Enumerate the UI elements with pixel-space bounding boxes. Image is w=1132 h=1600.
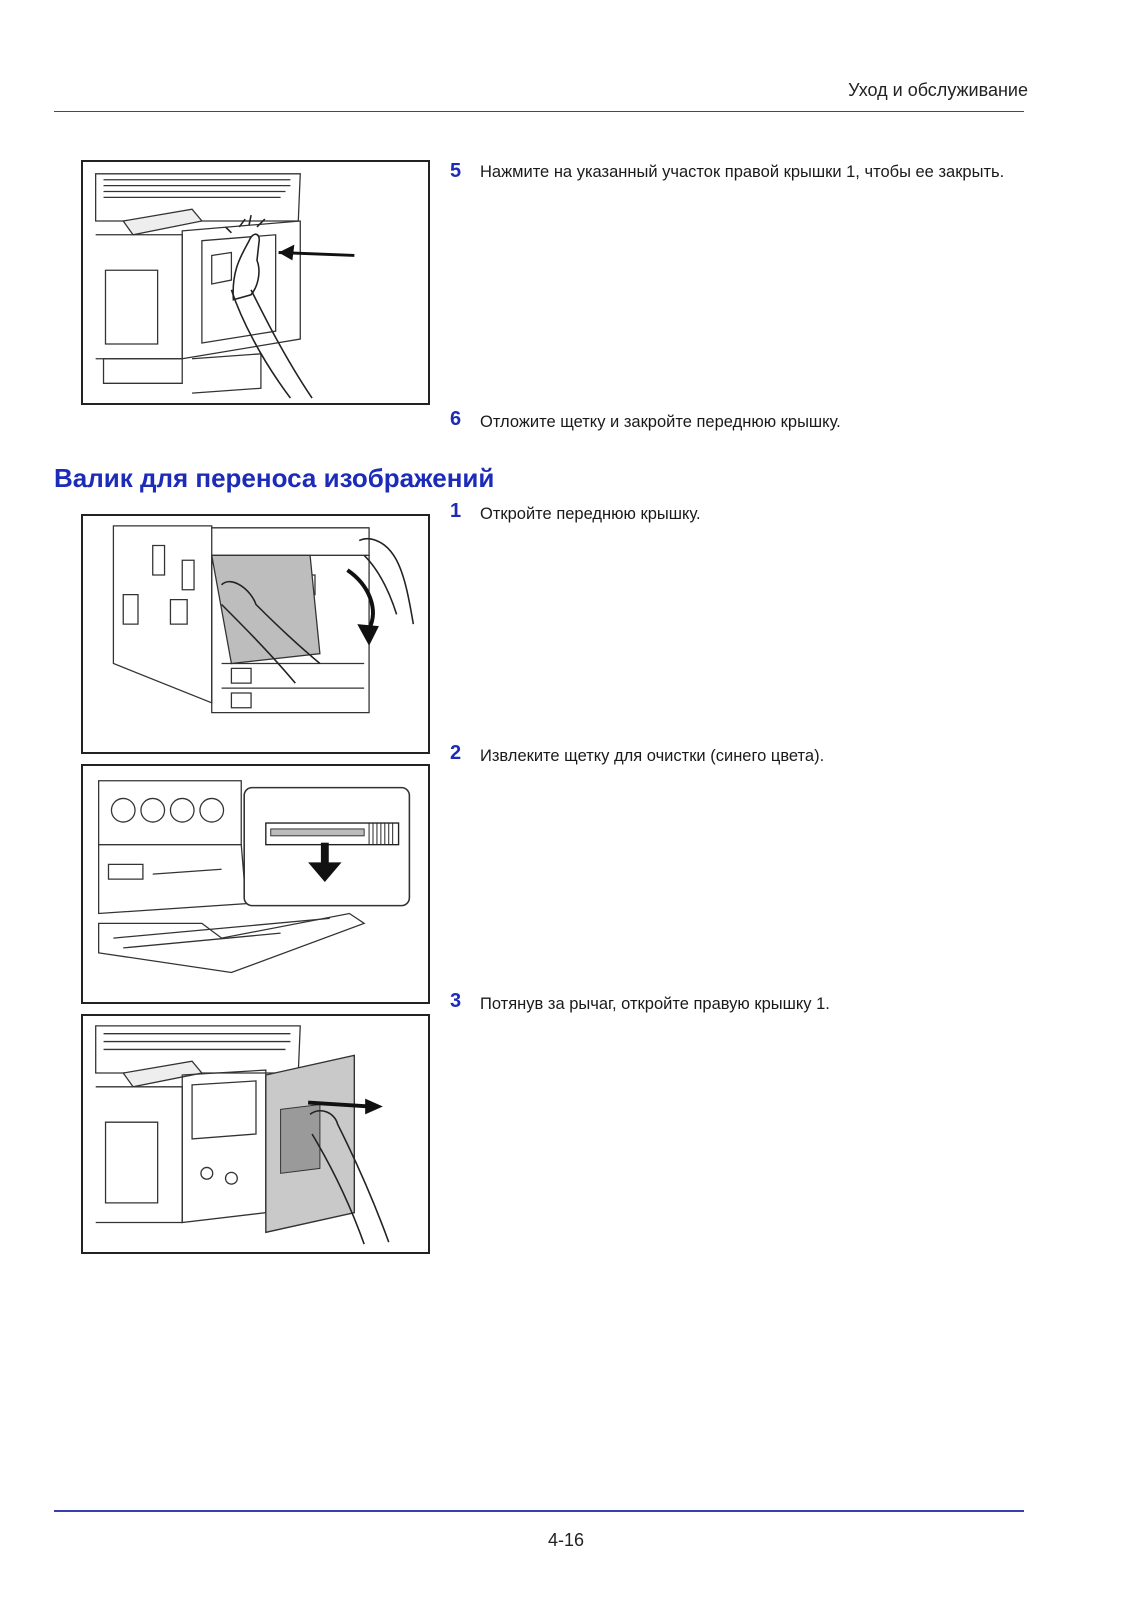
illustration-press-right-cover: [83, 162, 428, 403]
header-divider: [54, 111, 1024, 112]
step-text: Потянув за рычаг, откройте правую крышку 1.: [480, 995, 830, 1013]
step-number: 6: [450, 408, 462, 430]
step-text: Откройте переднюю крышку.: [480, 505, 701, 523]
step-number: 2: [450, 742, 462, 764]
figure-press-right-cover: [81, 160, 430, 405]
step-text: Нажмите на указанный участок правой крышки 1, чтобы ее закрыть.: [480, 163, 1005, 181]
step-number: 3: [450, 990, 462, 1012]
figure-open-front-cover: [81, 514, 430, 754]
page-header-title: Уход и обслуживание: [848, 80, 1028, 100]
footer-divider: [54, 1510, 1024, 1512]
illustration-open-front-cover: [83, 516, 428, 752]
step-number: 1: [450, 500, 462, 522]
illustration-remove-brush: [83, 766, 428, 1002]
step-number: 5: [450, 160, 462, 182]
figure-open-right-cover: [81, 1014, 430, 1254]
section-heading: Валик для переноса изображений: [54, 463, 495, 493]
step-text: Извлеките щетку для очистки (синего цвета).: [480, 747, 825, 765]
page-number: 4-16: [547, 1530, 585, 1550]
illustration-open-right-cover: [83, 1016, 428, 1252]
step-text: Отложите щетку и закройте переднюю крышку.: [480, 413, 841, 431]
figure-remove-brush: [81, 764, 430, 1004]
